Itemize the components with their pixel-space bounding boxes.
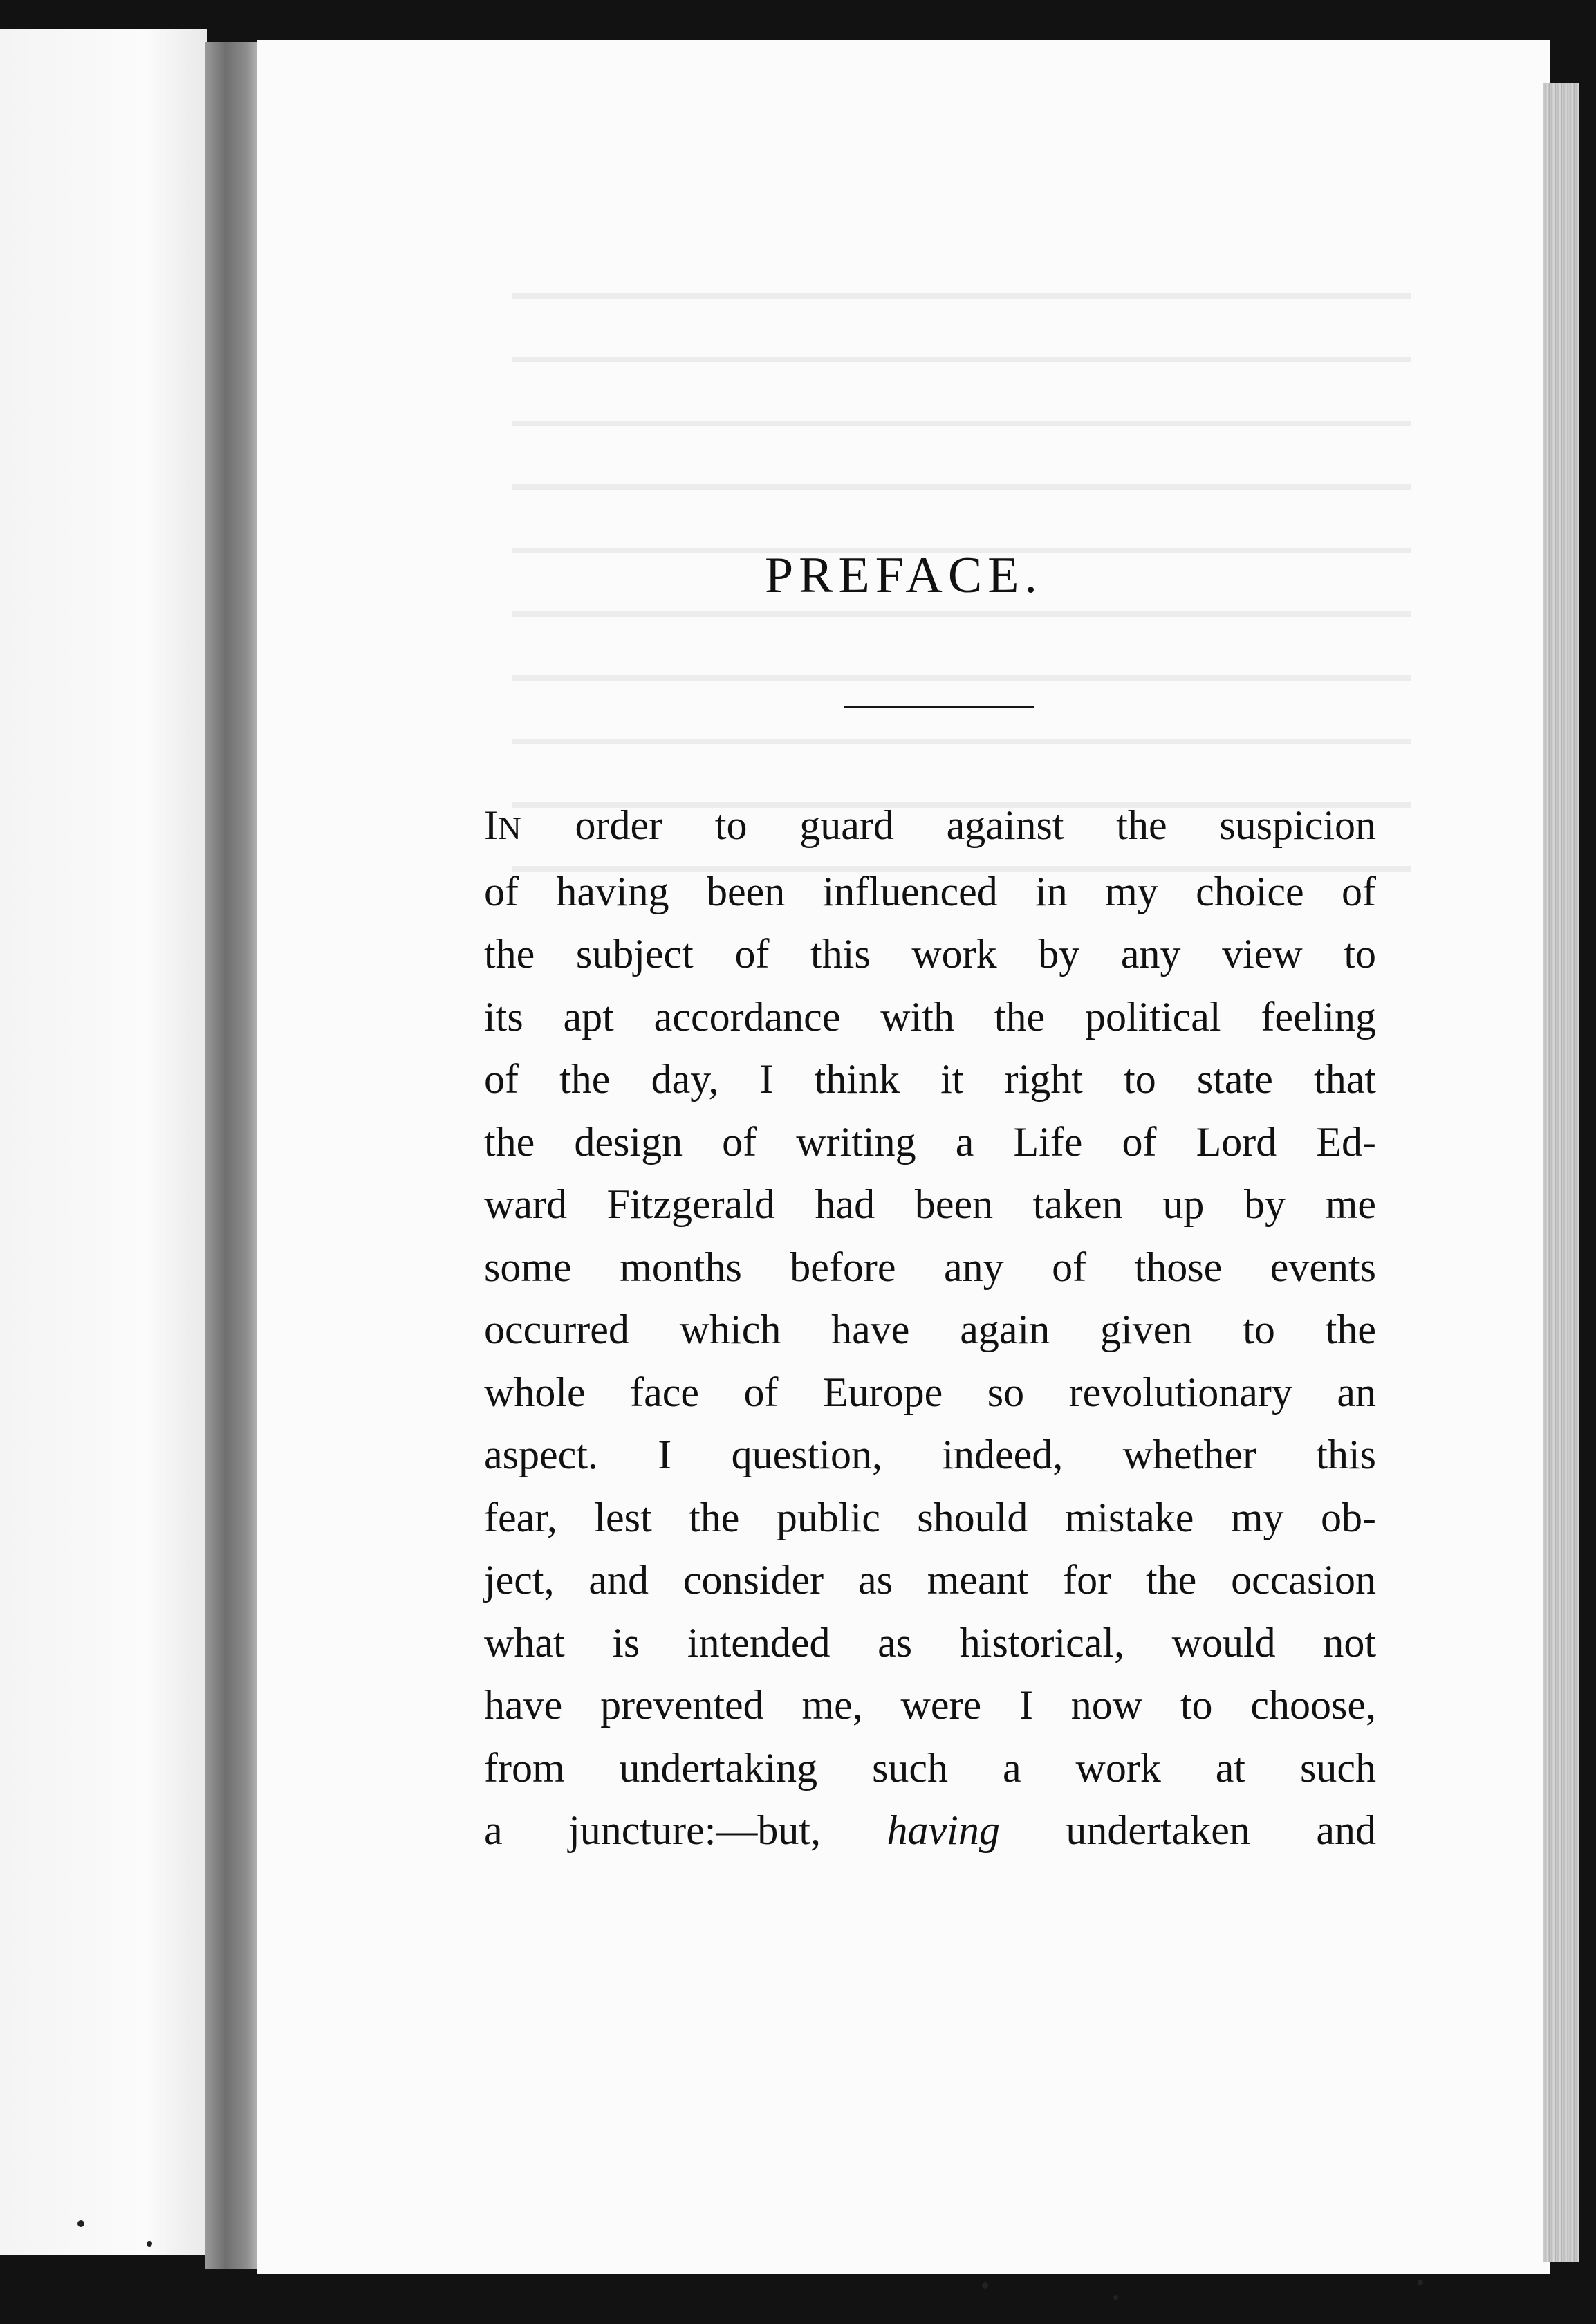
text-line-1 <box>484 794 1376 860</box>
text-line: the subject of this work by any view to <box>484 931 1376 977</box>
text-line: whole face of Europe so revolutionary an <box>484 1369 1376 1415</box>
text-line: from undertaking such a work at such <box>484 1744 1376 1791</box>
dropcap-smallcap: N <box>497 811 523 847</box>
scan-speck <box>77 2220 84 2227</box>
text-line: ward Fitzgerald had been taken up by me <box>484 1181 1376 1227</box>
gutter-shadow <box>205 42 264 2269</box>
text-line: aspect. I question, indeed, whether this <box>484 1432 1376 1477</box>
preface-body <box>484 794 1376 1862</box>
scan-speck <box>982 2282 988 2289</box>
scan-speck <box>1113 2295 1118 2300</box>
text-line: what is intended as historical, would not <box>484 1619 1376 1666</box>
text-line-last <box>484 1799 1376 1862</box>
page-edges <box>1543 83 1579 2262</box>
text-line: occurred which have again given to the <box>484 1307 1376 1352</box>
text-line: its apt accordance with the political feeling <box>484 993 1376 1040</box>
italic-word: having <box>887 1807 1000 1853</box>
text-line: have prevented me, were I now to choose, <box>484 1682 1376 1728</box>
text-line: the design of writing a Life of Lord Ed- <box>484 1118 1376 1165</box>
line-text-before: a juncture:—but, <box>484 1807 887 1853</box>
left-page <box>0 29 207 2255</box>
text-line: ject, and consider as meant for the occasion <box>484 1557 1376 1603</box>
scan-speck <box>1418 2280 1423 2285</box>
heading-rule <box>844 706 1034 708</box>
text-line: of having been influenced in my choice of <box>484 868 1376 914</box>
text-line: some months before any of those events <box>484 1244 1376 1290</box>
text-line: fear, lest the public should mistake my ob- <box>484 1494 1376 1540</box>
text-line: of the day, I think it right to state that <box>484 1056 1376 1102</box>
scan-speck <box>147 2241 152 2247</box>
dropcap: I <box>484 802 498 848</box>
line-text: order to guard against the suspicion <box>522 802 1376 848</box>
line-text-after: undertaken and <box>999 1807 1376 1853</box>
page-heading: PREFACE. <box>765 547 1043 604</box>
